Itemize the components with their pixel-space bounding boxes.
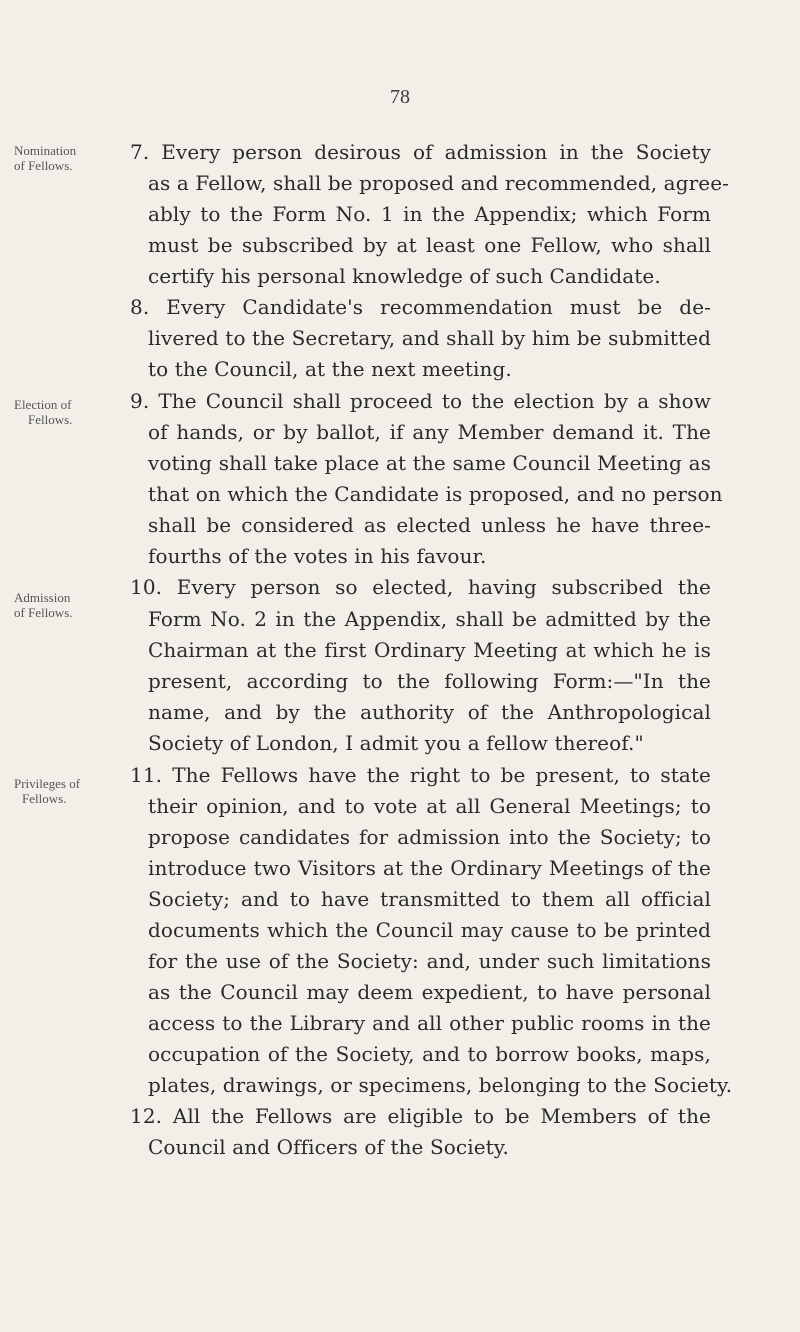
margin-note-election <box>14 397 110 427</box>
margin-note-line: Election of <box>14 397 72 412</box>
page-number: 78 <box>390 86 410 108</box>
margin-note-line: Fellows. <box>28 412 73 427</box>
margin-note-line: of Fellows. <box>14 605 73 620</box>
text-line: shall be considered as elected unless he have three- <box>148 513 711 537</box>
text-line: as the Council may deem expedient, to have personal <box>148 980 711 1004</box>
text-line: of hands, or by ballot, if any Member demand it. The <box>148 420 711 444</box>
text-line: 9. The Council shall proceed to the election by a show <box>130 389 711 413</box>
text-line: present, according to the following Form:—"In the <box>148 669 711 693</box>
text-line: documents which the Council may cause to be printed <box>148 918 711 942</box>
text-line: ably to the Form No. 1 in the Appendix; which Form <box>148 202 711 226</box>
margin-note-line: Admission <box>14 590 71 605</box>
margin-note-line: Nomination <box>14 143 77 158</box>
text-line: occupation of the Society, and to borrow books, maps, <box>148 1042 711 1066</box>
text-line: must be subscribed by at least one Fellow, who shall <box>148 233 711 257</box>
text-line: access to the Library and all other public rooms in the <box>148 1011 711 1035</box>
text-line: 7. Every person desirous of admission in the Society <box>130 140 711 164</box>
text-line: 12. All the Fellows are eligible to be Members of the <box>130 1104 711 1128</box>
margin-note-line: Privileges of <box>14 776 81 791</box>
text-line: 10. Every person so elected, having subscribed the <box>130 575 711 599</box>
text-line: livered to the Secretary, and shall by him be submitted <box>148 326 711 350</box>
text-line: Form No. 2 in the Appendix, shall be admitted by the <box>148 607 711 631</box>
text-line: name, and by the authority of the Anthropological <box>148 700 711 724</box>
text-line: for the use of the Society: and, under such limitations <box>148 949 711 973</box>
text-line: 11. The Fellows have the right to be present, to state <box>130 763 711 787</box>
text-line: Chairman at the first Ordinary Meeting at which he is <box>148 638 711 662</box>
text-line: their opinion, and to vote at all General Meetings; to <box>148 794 711 818</box>
text-line: 8. Every Candidate's recommendation must be de- <box>130 295 711 319</box>
margin-note-line: Fellows. <box>22 791 67 806</box>
text-line: Society; and to have transmitted to them all official <box>148 887 711 911</box>
text-line: propose candidates for admission into the Society; to <box>148 825 711 849</box>
text-line: Council and Officers of the Society. <box>148 1135 509 1159</box>
text-line: Society of London, I admit you a fellow thereof." <box>148 731 644 755</box>
text-line: to the Council, at the next meeting. <box>148 357 512 381</box>
margin-note-privileges <box>14 776 110 806</box>
margin-note-line: of Fellows. <box>14 158 73 173</box>
text-line: voting shall take place at the same Council Meeting as <box>148 451 711 475</box>
text-line: certify his personal knowledge of such Candidate. <box>148 264 661 288</box>
text-line: fourths of the votes in his favour. <box>148 544 487 568</box>
text-line: plates, drawings, or specimens, belonging to the Society. <box>148 1073 733 1097</box>
text-line: as a Fellow, shall be proposed and recommended, agree- <box>148 171 729 195</box>
text-line: that on which the Candidate is proposed, and no person <box>148 482 723 506</box>
margin-note-nomination <box>14 143 110 173</box>
margin-note-admission <box>14 590 110 620</box>
text-line: introduce two Visitors at the Ordinary Meetings of the <box>148 856 711 880</box>
